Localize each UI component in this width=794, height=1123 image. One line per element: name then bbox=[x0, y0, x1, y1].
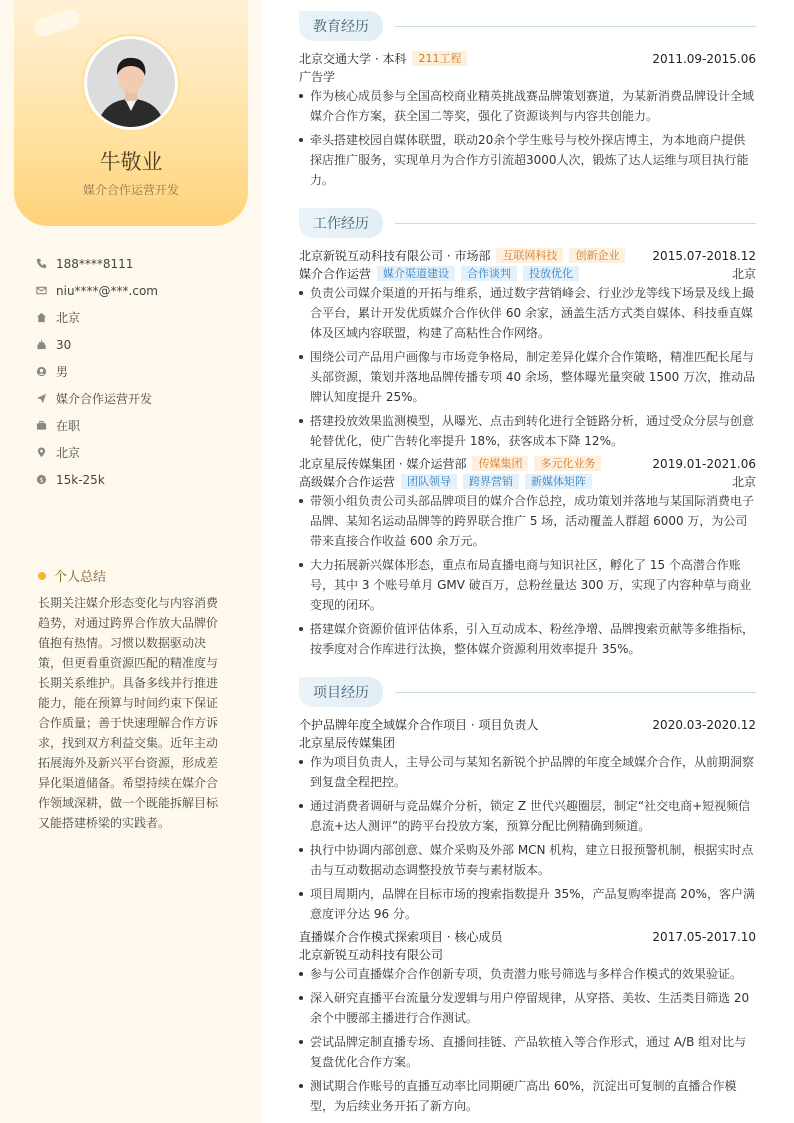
contact-salary bbox=[36, 466, 236, 493]
list-item: 通过消费者调研与竞品媒介分析，锁定 Z 世代兴趣圈层，制定“社交电商+短视频信息流+达人测评”的跨平台投放方案，预算分配比例精确到频道。 bbox=[299, 796, 756, 836]
list-item: 围绕公司产品用户画像与市场竞争格局，制定差异化媒介合作策略，精准匹配长尾与头部资源，策划并落地品牌传播专项 40 余场，整体曝光量突破 1500 万次，推动品牌认知度提升 25%。 bbox=[299, 347, 756, 407]
project-row bbox=[299, 928, 756, 945]
project-name: 直播媒介合作模式探索项目 · 核心成员 bbox=[299, 930, 503, 944]
sidebar bbox=[0, 0, 262, 1123]
project-org-row bbox=[299, 734, 756, 751]
contact-salary-value: 15k-25k bbox=[56, 472, 105, 487]
job-period: 2015.07-2018.12 bbox=[652, 248, 756, 263]
job-city: 北京 bbox=[731, 267, 756, 281]
summary-text: 长期关注媒介形态变化与内容消费趋势，对通过跨界合作放大品牌价值抱有热情。习惯以数据驱动决策，但更看重资源匹配的精准度与长期关系维护。具备多线并行推进能力，能在预算与时间约束下保证合作质量；善于快速理解合作方诉求，找到双方利益交集。近年主动拓展海外及新兴平台资源，形成差异化渠道储备。希望持续在媒介合作领域深耕，做一个既能拆解目标又能搭建桥梁的实践者。 bbox=[38, 596, 219, 830]
job-position: 媒介合作运营 bbox=[299, 267, 372, 281]
list-item: 参与公司直播媒介合作创新专项，负责潜力账号筛选与多样合作模式的效果验证。 bbox=[299, 964, 756, 984]
education-tag: 211工程 bbox=[412, 51, 467, 66]
profile-card bbox=[14, 0, 248, 226]
skill-tag: 团队领导 bbox=[401, 474, 457, 489]
send-icon bbox=[36, 393, 47, 404]
avatar bbox=[84, 36, 178, 130]
salary-icon bbox=[36, 474, 47, 485]
education-school: 北京交通大学 · 本科 bbox=[299, 52, 407, 66]
project-org: 北京星辰传媒集团 bbox=[299, 736, 396, 750]
job-position: 高级媒介合作运营 bbox=[299, 475, 396, 489]
job-bullets bbox=[299, 283, 756, 455]
list-item: 尝试品牌定制直播专场、直播间挂链、产品软植入等合作形式，通过 A/B 组对比与复盘优化合作方案。 bbox=[299, 1032, 756, 1072]
contact-phone-value: 188****8111 bbox=[56, 256, 134, 271]
section-work-header bbox=[299, 207, 756, 239]
list-item: 搭建媒介资源价值评估体系，引入互动成本、粉丝净增、品牌搜索贡献等多维指标，按季度对合作库进行汰换，整体媒介资源利用效率提升 35%。 bbox=[299, 619, 756, 659]
contact-age bbox=[36, 331, 236, 358]
skill-tag: 跨界营销 bbox=[463, 474, 519, 489]
contact-city-value: 北京 bbox=[56, 446, 81, 460]
summary-title-text: 个人总结 bbox=[54, 570, 107, 585]
section-projects-title: 项目经历 bbox=[299, 677, 383, 707]
svg-text:$: $ bbox=[39, 475, 44, 484]
education-major-row bbox=[299, 68, 756, 85]
list-item: 负责公司媒介渠道的开拓与维系，通过数字营销峰会、行业沙龙等线下场景及线上撮合平台，累计开发优质媒介合作伙伴 60 余家，涵盖生活方式类自媒体、科技垂直媒体及区域内容联盟，构建了高粘性合作网络。 bbox=[299, 283, 756, 343]
job-period: 2019.01-2021.06 bbox=[652, 456, 756, 471]
home-icon bbox=[36, 312, 47, 323]
list-item: 牵头搭建校园自媒体联盟，联动20余个学生账号与校外探店博主，为本地商户提供探店推广服务，实现单月为合作方引流超3000人次，锻炼了达人运维与项目执行能力。 bbox=[299, 130, 756, 190]
list-item: 带领小组负责公司头部品牌项目的媒介合作总控，成功策划并落地与某国际消费电子品牌、某知名运动品牌等的跨界联合推广 5 场，活动覆盖人群超 6000 万，为公司带来直接合作收益 600 余万元。 bbox=[299, 491, 756, 551]
summary-dot-icon bbox=[38, 572, 46, 580]
job-company-row bbox=[299, 455, 756, 472]
section-divider bbox=[395, 26, 756, 27]
list-item: 大力拓展新兴媒体形态，重点布局直播电商与知识社区，孵化了 15 个高潜合作账号，其中 3 个账号单月 GMV 破百万，总粉丝量达 300 万，实现了内容种草与商业变现的闭环。 bbox=[299, 555, 756, 615]
section-work-title: 工作经历 bbox=[299, 208, 383, 238]
company-tag: 多元化业务 bbox=[534, 456, 601, 471]
project-period: 2017.05-2017.10 bbox=[652, 929, 756, 944]
contact-age-value: 30 bbox=[56, 337, 72, 352]
job-position-row bbox=[299, 473, 756, 490]
briefcase-icon bbox=[36, 420, 47, 431]
contact-home-value: 北京 bbox=[56, 311, 81, 325]
list-item: 作为核心成员参与全国高校商业精英挑战赛品牌策划赛道，为某新消费品牌设计全域媒介合作方案，获全国二等奖，强化了资源谈判与内容共创能力。 bbox=[299, 86, 756, 126]
skill-tag: 合作谈判 bbox=[461, 266, 517, 281]
list-item: 测试期合作账号的直播互动率比同期硬广高出 60%，沉淀出可复制的直播合作模型，为后续业务开拓了新方向。 bbox=[299, 1076, 756, 1116]
contact-list bbox=[36, 250, 236, 493]
contact-gender bbox=[36, 358, 236, 385]
section-divider bbox=[395, 223, 756, 224]
job-company: 北京星辰传媒集团 · 媒介运营部 bbox=[299, 457, 467, 471]
job-company-row bbox=[299, 247, 756, 264]
project-period: 2020.03-2020.12 bbox=[652, 717, 756, 732]
skill-tag: 媒介渠道建设 bbox=[377, 266, 455, 281]
section-divider bbox=[395, 692, 756, 693]
phone-icon bbox=[36, 258, 47, 269]
project-name: 个护品牌年度全域媒介合作项目 · 项目负责人 bbox=[299, 718, 539, 732]
list-item: 项目周期内，品牌在目标市场的搜索指数提升 35%，产品复购率提高 20%，客户满意度评分达 96 分。 bbox=[299, 884, 756, 924]
contact-gender-value: 男 bbox=[56, 365, 69, 379]
contact-email-value: niu****@***.com bbox=[56, 283, 158, 298]
project-org-row bbox=[299, 946, 756, 963]
decorative-gloss bbox=[32, 7, 81, 38]
contact-phone bbox=[36, 250, 236, 277]
section-projects-header bbox=[299, 676, 756, 708]
project-bullets bbox=[299, 752, 756, 928]
company-tag: 传媒集团 bbox=[472, 456, 528, 471]
profile-name: 牛敬业 bbox=[99, 150, 163, 174]
education-major: 广告学 bbox=[299, 70, 336, 84]
education-row bbox=[299, 50, 756, 67]
list-item: 执行中协调内部创意、媒介采购及外部 MCN 机构，建立日报预警机制，根据实时点击与互动数据动态调整投放节奏与素材版本。 bbox=[299, 840, 756, 880]
mail-icon bbox=[36, 285, 47, 296]
skill-tag: 投放优化 bbox=[523, 266, 579, 281]
project-org: 北京新锐互动科技有限公司 bbox=[299, 948, 444, 962]
list-item: 作为项目负责人，主导公司与某知名新锐个护品牌的年度全域媒介合作，从前期洞察到复盘全程把控。 bbox=[299, 752, 756, 792]
education-bullets bbox=[299, 86, 756, 194]
contact-target-role bbox=[36, 385, 236, 412]
list-item: 搭建投放效果监测模型，从曝光、点击到转化进行全链路分析，通过受众分层与创意轮替优化，使广告转化率提升 18%，获客成本下降 12%。 bbox=[299, 411, 756, 451]
cake-icon bbox=[36, 339, 47, 350]
company-tag: 互联网科技 bbox=[496, 248, 563, 263]
contact-status-value: 在职 bbox=[56, 419, 81, 433]
gender-icon bbox=[36, 366, 47, 377]
contact-target-role-value: 媒介合作运营开发 bbox=[56, 392, 153, 406]
company-tag: 创新企业 bbox=[569, 248, 625, 263]
job-city: 北京 bbox=[731, 475, 756, 489]
section-education-title: 教育经历 bbox=[299, 11, 383, 41]
project-row bbox=[299, 716, 756, 733]
job-company: 北京新锐互动科技有限公司 · 市场部 bbox=[299, 249, 491, 263]
profile-role: 媒介合作运营开发 bbox=[82, 183, 179, 197]
contact-status bbox=[36, 412, 236, 439]
summary-title bbox=[38, 566, 106, 585]
contact-home bbox=[36, 304, 236, 331]
location-pin-icon bbox=[36, 447, 47, 458]
job-position-row bbox=[299, 265, 756, 282]
contact-email bbox=[36, 277, 236, 304]
job-bullets bbox=[299, 491, 756, 663]
project-bullets bbox=[299, 964, 756, 1120]
skill-tag: 新媒体矩阵 bbox=[525, 474, 592, 489]
education-period: 2011.09-2015.06 bbox=[652, 51, 756, 66]
list-item: 深入研究直播平台流量分发逻辑与用户停留规律，从穿搭、美妆、生活类目筛选 20 余个中腰部主播进行合作测试。 bbox=[299, 988, 756, 1028]
contact-city bbox=[36, 439, 236, 466]
section-education-header bbox=[299, 10, 756, 42]
